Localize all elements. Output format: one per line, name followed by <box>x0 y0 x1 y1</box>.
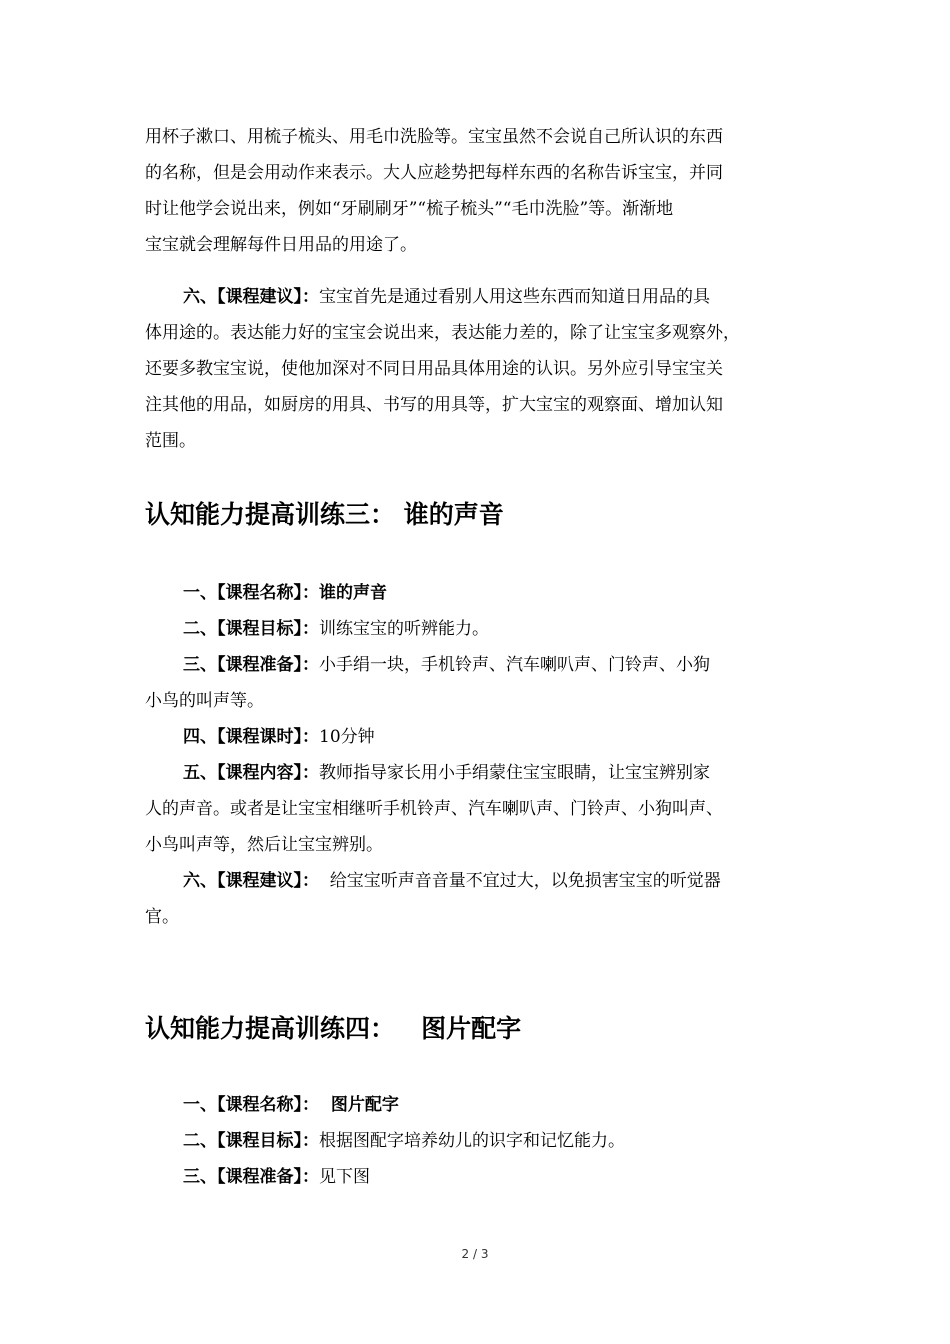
text-line: 范围。 <box>145 431 196 451</box>
list-item <box>145 755 815 791</box>
list-item <box>145 575 815 611</box>
text-line <box>145 279 815 315</box>
list-item <box>145 719 815 755</box>
item-label: 六、【课程建议】： <box>183 871 319 891</box>
list-item <box>145 1123 815 1159</box>
section-heading: 认知能力提高训练三： 谁的声音 <box>145 500 504 529</box>
list-item <box>145 1159 815 1195</box>
section-4-items <box>145 1087 815 1195</box>
list-item <box>145 647 815 683</box>
text-line: 的名称，但是会用动作来表示。大人应趁势把每样东西的名称告诉宝宝，并同 <box>145 163 723 183</box>
item-text: 谁的声音 <box>319 583 387 603</box>
text-line: 用杯子漱口、用梳子梳头、用毛巾洗脸等。宝宝虽然不会说自己所认识的东西 <box>145 127 723 147</box>
item-text: 见下图 <box>319 1167 370 1187</box>
item-label: 五、【课程内容】： <box>183 763 319 783</box>
item-text: 给宝宝听声音音量不宜过大，以免损害宝宝的听觉器 <box>319 871 721 891</box>
item-text: 宝宝首先是通过看别人用这些东西而知道日用品的具 <box>319 287 710 307</box>
text-line: 人的声音。或者是让宝宝相继听手机铃声、汽车喇叭声、门铃声、小狗叫声、 <box>145 799 723 819</box>
text-line: 体用途的。表达能力好的宝宝会说出来，表达能力差的，除了让宝宝多观察外， <box>145 323 740 343</box>
list-item <box>145 863 815 899</box>
item-text: 训练宝宝的听辨能力。 <box>319 619 489 639</box>
section-heading: 认知能力提高训练四： 图片配字 <box>145 1014 522 1043</box>
text-line: 官。 <box>145 907 179 927</box>
text-line: 还要多教宝宝说，使他加深对不同日用品具体用途的认识。另外应引导宝宝关 <box>145 359 723 379</box>
item-label: 三、【课程准备】： <box>183 655 319 675</box>
item-label: 二、【课程目标】： <box>183 1131 319 1151</box>
item-label: 三、【课程准备】： <box>183 1167 319 1187</box>
item-label: 一、【课程名称】： <box>183 1095 319 1115</box>
item-label: 六、【课程建议】： <box>183 287 319 307</box>
paragraph-suggestion <box>145 279 815 459</box>
list-item <box>145 1087 815 1123</box>
item-text: 10分钟 <box>319 727 375 747</box>
item-text: 图片配字 <box>319 1095 399 1115</box>
text-line: 注其他的用品，如厨房的用具、书写的用具等，扩大宝宝的观察面、增加认知 <box>145 395 723 415</box>
item-label: 四、【课程课时】： <box>183 727 319 747</box>
text-line: 小鸟叫声等，然后让宝宝辨别。 <box>145 835 383 855</box>
item-text: 小手绢一块，手机铃声、汽车喇叭声、门铃声、小狗 <box>319 655 710 675</box>
page-number: 2 / 3 <box>461 1247 489 1261</box>
text-line: 小鸟的叫声等。 <box>145 691 264 711</box>
item-text: 根据图配字培养幼儿的识字和记忆能力。 <box>319 1131 625 1151</box>
section-3-items <box>145 575 815 935</box>
text-line: 宝宝就会理解每件日用品的用途了。 <box>145 235 417 255</box>
text-line: 时让他学会说出来，例如“牙刷刷牙”“梳子梳头”“毛巾洗脸”等。渐渐地 <box>145 199 674 219</box>
item-label: 二、【课程目标】： <box>183 619 319 639</box>
item-label: 一、【课程名称】： <box>183 583 319 603</box>
list-item <box>145 611 815 647</box>
item-text: 教师指导家长用小手绢蒙住宝宝眼睛，让宝宝辨别家 <box>319 763 710 783</box>
paragraph-continuation <box>145 119 815 263</box>
